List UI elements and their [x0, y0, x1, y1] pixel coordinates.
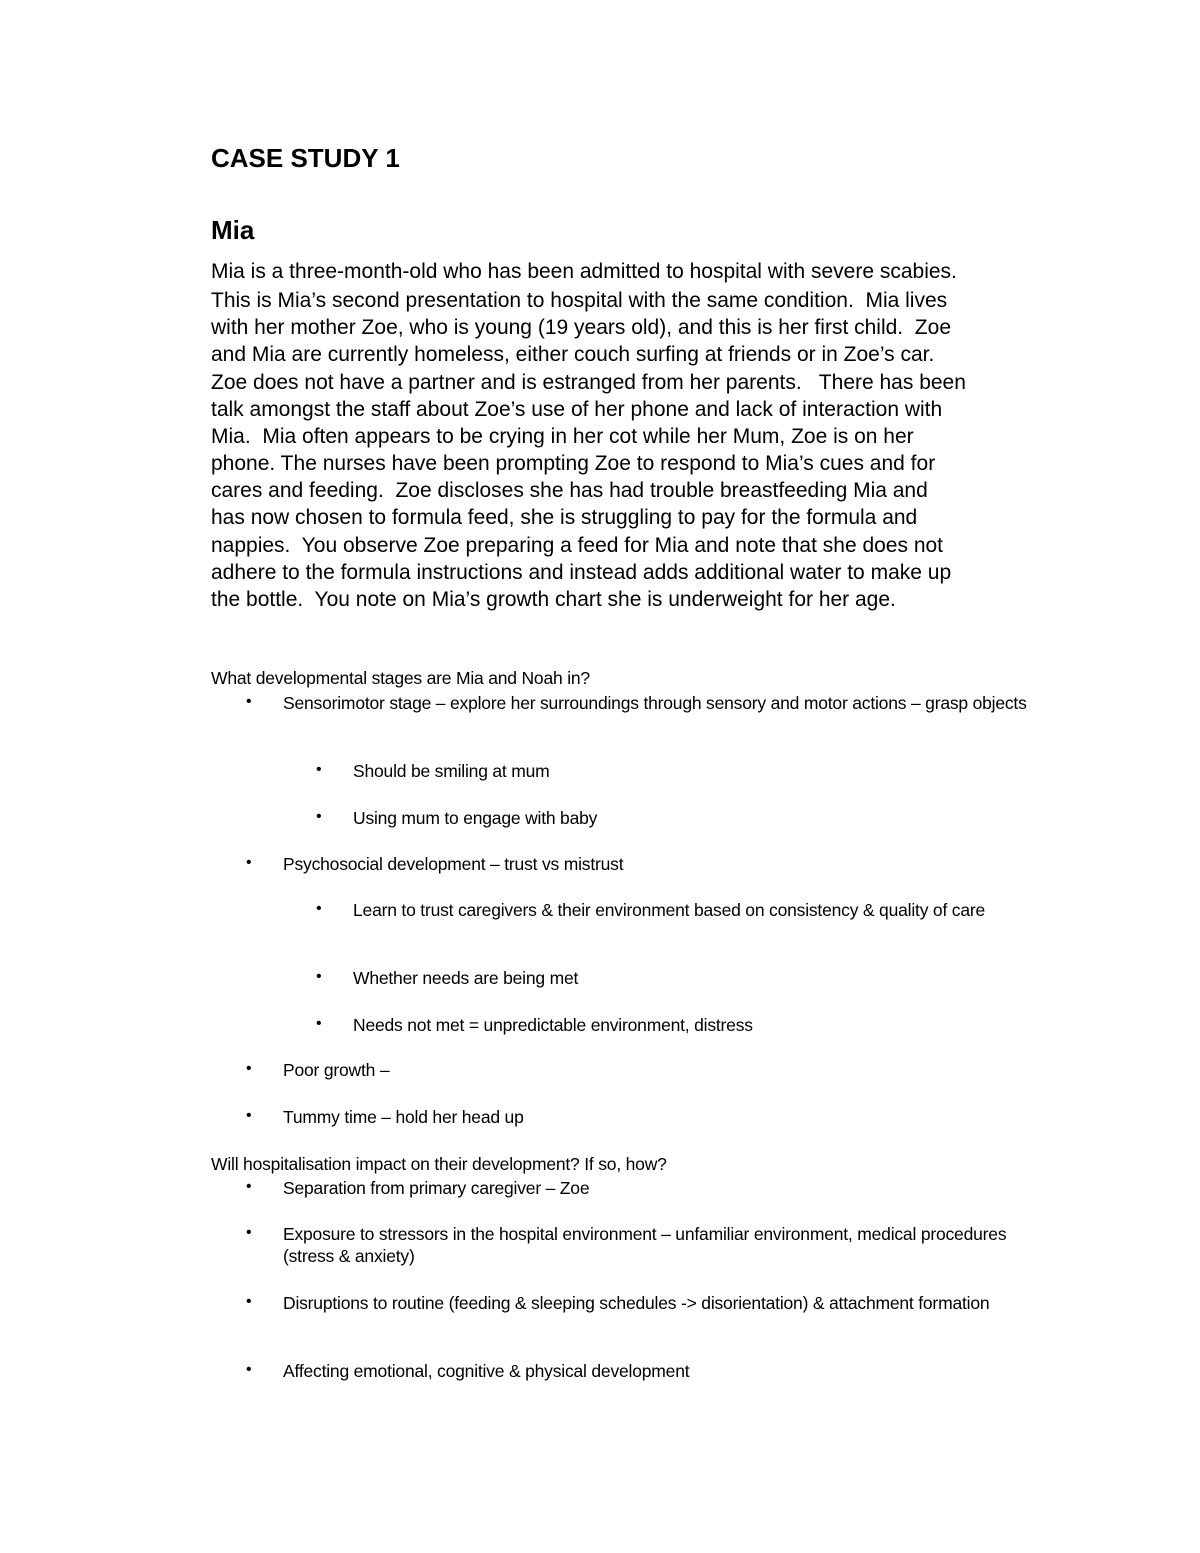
- list-item: [316, 807, 1053, 829]
- list-item-text: Tummy time – hold her head up: [283, 1107, 524, 1127]
- paragraph-line: with her mother Zoe, who is young (19 years old), and this is her first child. Zoe: [211, 316, 951, 339]
- bullet-icon: •: [316, 968, 322, 985]
- list-item-text: Needs not met = unpredictable environment, distress: [353, 1015, 753, 1035]
- paragraph-line: cares and feeding. Zoe discloses she has had trouble breastfeeding Mia and: [211, 479, 928, 502]
- list-item-text: Learn to trust caregivers & their environment based on consistency & quality of care: [353, 900, 986, 920]
- list-item: [246, 1292, 1023, 1314]
- page-title: CASE STUDY 1: [211, 143, 400, 173]
- list-item: [316, 760, 1053, 782]
- list-item: [246, 692, 1043, 714]
- list-item-text: Sensorimotor stage – explore her surroundings through sensory and motor actions – grasp objects: [283, 693, 1027, 713]
- paragraph-line: phone. The nurses have been prompting Zoe to respond to Mia’s cues and for: [211, 452, 936, 475]
- paragraph-line: adhere to the formula instructions and instead adds additional water to make up: [211, 561, 952, 584]
- list-item-text: Whether needs are being met: [353, 968, 579, 988]
- list-item: [246, 1106, 1043, 1128]
- list-item-text: Using mum to engage with baby: [353, 808, 598, 828]
- question-text: Will hospitalisation impact on their development? If so, how?: [211, 1154, 667, 1174]
- bullet-icon: •: [316, 761, 322, 778]
- list-item-text: Exposure to stressors in the hospital environment – unfamiliar environment, medical procedures (stress & anxiety): [283, 1224, 1007, 1266]
- list-item-text: Poor growth –: [283, 1060, 390, 1080]
- paragraph-line: and Mia are currently homeless, either couch surfing at friends or in Zoe’s car.: [211, 343, 935, 366]
- case-subject-heading: Mia: [211, 215, 255, 245]
- list-item: [316, 899, 1043, 921]
- list-item: [246, 853, 1043, 875]
- paragraph-line: Zoe does not have a partner and is estranged from her parents. There has been: [211, 371, 966, 394]
- bullet-icon: •: [246, 1224, 252, 1241]
- list-item: [316, 1014, 1053, 1036]
- list-item: [246, 1223, 1023, 1267]
- paragraph-line: Mia. Mia often appears to be crying in her cot while her Mum, Zoe is on her: [211, 425, 914, 448]
- paragraph-line: has now chosen to formula feed, she is struggling to pay for the formula and: [211, 506, 918, 529]
- list-item-text: Separation from primary caregiver – Zoe: [283, 1178, 590, 1198]
- paragraph-line: the bottle. You note on Mia’s growth chart she is underweight for her age.: [211, 588, 896, 611]
- list-item: [246, 1360, 1043, 1382]
- question-text: What developmental stages are Mia and Noah in?: [211, 668, 590, 688]
- bullet-icon: •: [246, 1060, 252, 1077]
- bullet-icon: •: [246, 1293, 252, 1310]
- bullet-icon: •: [246, 1178, 252, 1195]
- bullet-icon: •: [316, 900, 322, 917]
- bullet-icon: •: [316, 1015, 322, 1032]
- paragraph-line: talk amongst the staff about Zoe’s use of her phone and lack of interaction with: [211, 398, 943, 421]
- list-item-text: Affecting emotional, cognitive & physical development: [283, 1361, 690, 1381]
- bullet-icon: •: [246, 693, 252, 710]
- paragraph-line: This is Mia’s second presentation to hospital with the same condition. Mia lives: [211, 289, 948, 312]
- bullet-icon: •: [246, 1107, 252, 1124]
- paragraph-line: Mia is a three-month-old who has been admitted to hospital with severe scabies.: [211, 260, 957, 283]
- bullet-icon: •: [316, 808, 322, 825]
- list-item-text: Should be smiling at mum: [353, 761, 550, 781]
- list-item: [246, 1059, 1043, 1081]
- list-item: [316, 967, 1053, 989]
- paragraph-line: nappies. You observe Zoe preparing a feed for Mia and note that she does not: [211, 534, 944, 557]
- bullet-icon: •: [246, 854, 252, 871]
- bullet-icon: •: [246, 1361, 252, 1378]
- list-item-text: Disruptions to routine (feeding & sleeping schedules -> disorientation) & attachment formation: [283, 1293, 990, 1313]
- list-item: [246, 1177, 1043, 1199]
- list-item-text: Psychosocial development – trust vs mistrust: [283, 854, 624, 874]
